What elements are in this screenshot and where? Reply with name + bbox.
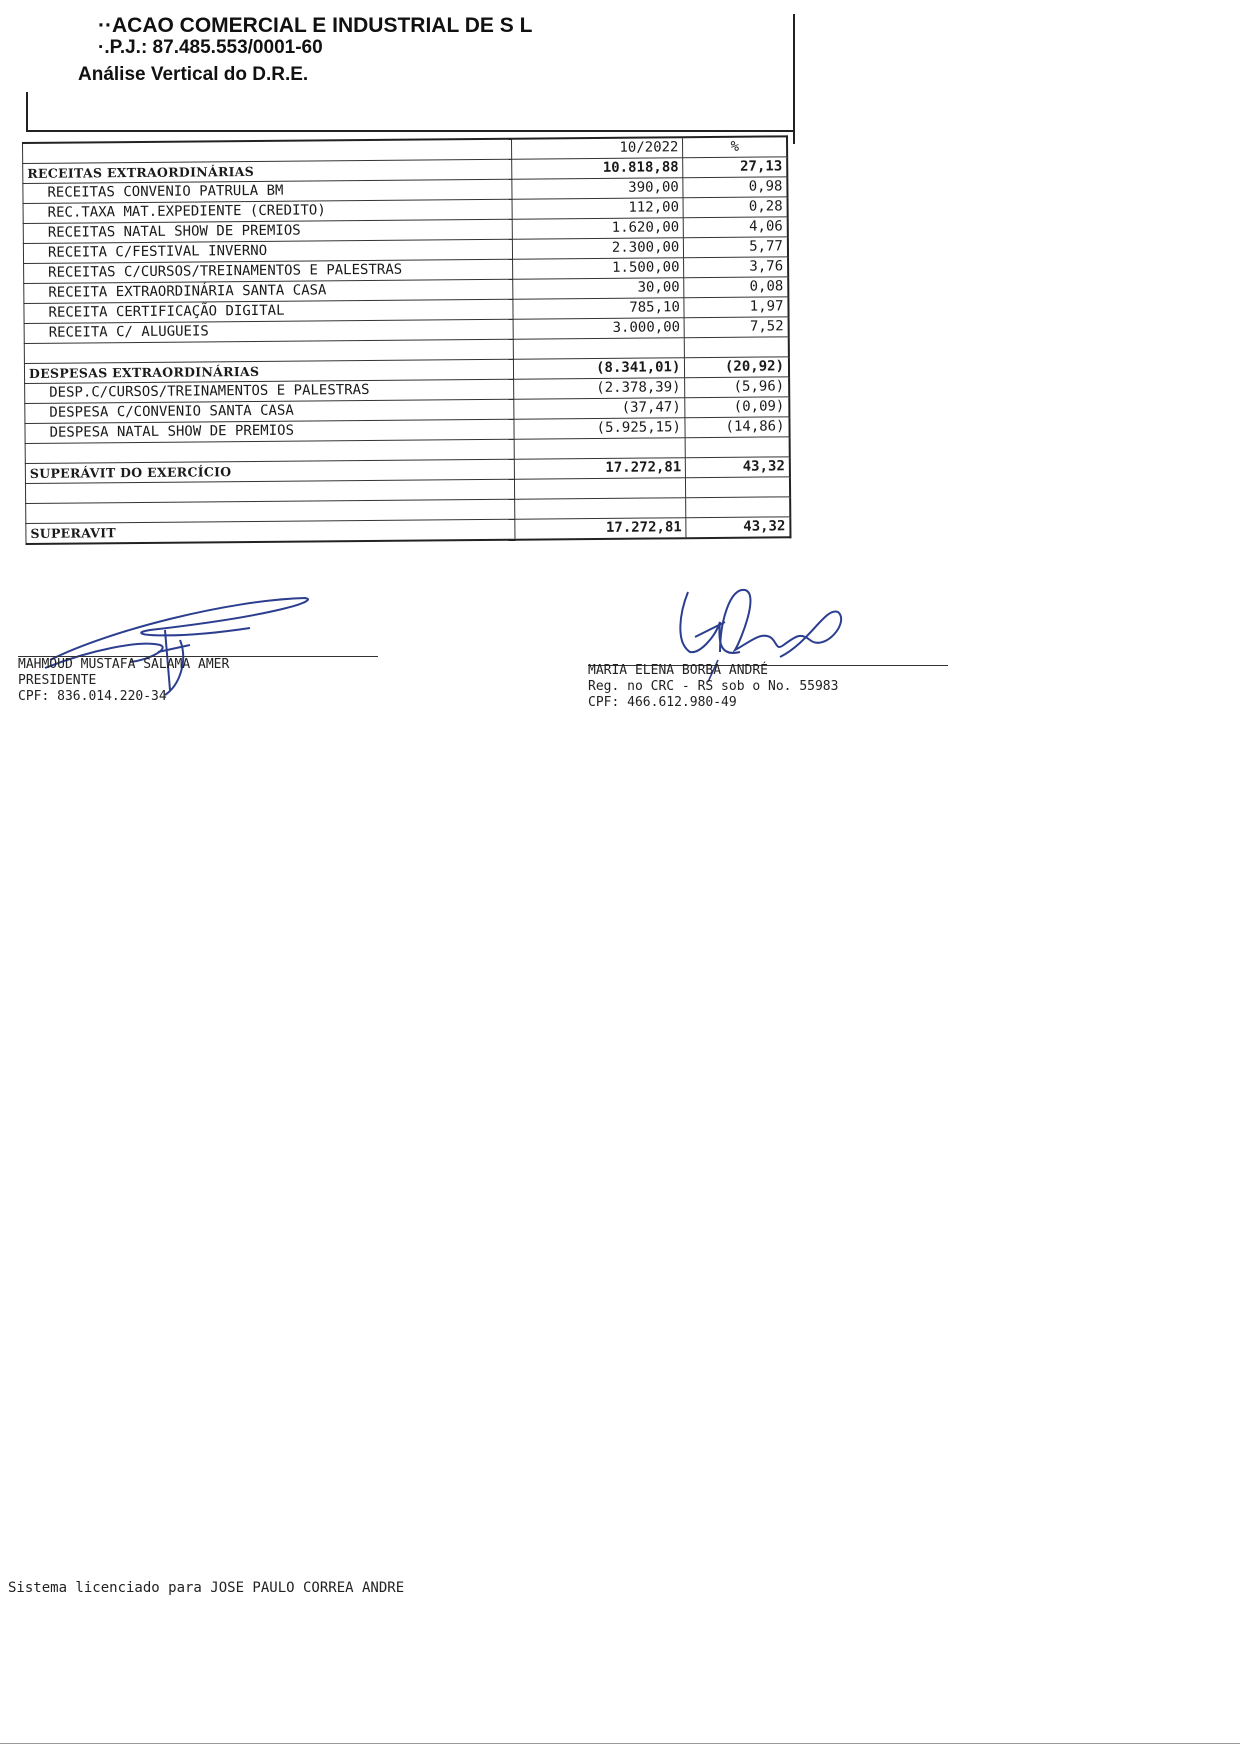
signer-cpf: CPF: 466.612.980-49 xyxy=(588,695,737,710)
row-value: (2.378,39) xyxy=(513,378,685,399)
accountant-signature-block xyxy=(588,663,838,711)
row-label: RECEITA EXTRAORDINÁRIA SANTA CASA xyxy=(24,279,513,303)
section-percent: (20,92) xyxy=(685,357,789,378)
row-percent: 4,06 xyxy=(684,217,788,238)
section-label: SUPERÁVIT DO EXERCÍCIO xyxy=(25,459,514,483)
row-label: DESP.C/CURSOS/TREINAMENTOS E PALESTRAS xyxy=(25,379,514,403)
frame-left-border xyxy=(26,92,28,130)
row-percent: (0,09) xyxy=(685,397,789,418)
signer-registration: Reg. no CRC - RS sob o No. 55983 xyxy=(588,679,839,694)
signer-name: MAHMOUD MUSTAFA SALAMA AMER xyxy=(18,657,230,672)
section-value: 17.272,81 xyxy=(515,518,687,540)
row-percent: 3,76 xyxy=(684,257,788,278)
row-percent: (5,96) xyxy=(685,377,789,398)
section-value: (8.341,01) xyxy=(513,358,685,379)
row-percent: (14,86) xyxy=(685,417,789,438)
signer-name: MARIA ELENA BORBA ANDRÉ xyxy=(588,663,769,678)
section-value: 17.272,81 xyxy=(514,458,686,479)
row-value: 30,00 xyxy=(513,278,685,299)
row-value: (5.925,15) xyxy=(514,418,686,439)
row-label: RECEITA C/FESTIVAL INVERNO xyxy=(23,239,512,263)
row-value: 112,00 xyxy=(512,198,684,219)
row-percent: 1,97 xyxy=(684,297,788,318)
license-footer: Sistema licenciado para JOSE PAULO CORREA ANDRE xyxy=(8,1580,405,1596)
row-percent: 0,28 xyxy=(683,197,787,218)
row-percent: 0,98 xyxy=(683,177,787,198)
row-label: RECEITAS C/CURSOS/TREINAMENTOS E PALESTRAS xyxy=(24,259,513,283)
section-percent: 27,13 xyxy=(683,157,787,178)
frame-right-border xyxy=(793,14,795,144)
company-name: ··ACAO COMERCIAL E INDUSTRIAL DE S L xyxy=(98,14,533,37)
row-label: DESPESA NATAL SHOW DE PREMIOS xyxy=(25,419,514,443)
section-label: SUPERAVIT xyxy=(26,519,515,544)
section-percent: 43,32 xyxy=(686,517,790,538)
row-label: RECEITA CERTIFICAÇÃO DIGITAL xyxy=(24,299,513,323)
row-percent: 7,52 xyxy=(684,317,788,338)
signer-role: PRESIDENTE xyxy=(18,673,97,688)
row-value: 1.500,00 xyxy=(512,258,684,279)
row-label: RECEITAS NATAL SHOW DE PREMIOS xyxy=(23,219,512,243)
row-label: RECEITAS CONVENIO PATRULA BM xyxy=(23,179,512,203)
row-percent: 5,77 xyxy=(684,237,788,258)
row-label: DESPESA C/CONVENIO SANTA CASA xyxy=(25,399,514,423)
signer-cpf: CPF: 836.014.220-34 xyxy=(18,689,167,704)
row-value: 390,00 xyxy=(512,178,684,199)
section-label: DESPESAS EXTRAORDINÁRIAS xyxy=(24,359,513,383)
section-percent: 43,32 xyxy=(686,457,790,478)
row-value: 2.300,00 xyxy=(512,238,684,259)
section-value: 10.818,88 xyxy=(512,158,684,179)
percent-header: % xyxy=(683,136,787,157)
row-value: 1.620,00 xyxy=(512,218,684,239)
page-bottom-rule xyxy=(0,1743,1240,1744)
row-value: 785,10 xyxy=(513,298,685,319)
cnpj-line: ·.P.J.: 87.485.553/0001-60 xyxy=(98,37,323,58)
row-value: 3.000,00 xyxy=(513,318,685,339)
section-label: RECEITAS EXTRAORDINÁRIAS xyxy=(23,159,512,183)
document-title: Análise Vertical do D.R.E. xyxy=(78,64,309,85)
row-label: RECEITA C/ ALUGUEIS xyxy=(24,319,513,343)
row-percent: 0,08 xyxy=(684,277,788,298)
president-signature-block xyxy=(18,657,229,705)
period-header: 10/2022 xyxy=(511,137,683,159)
row-label: REC.TAXA MAT.EXPEDIENTE (CREDITO) xyxy=(23,199,512,223)
dre-table xyxy=(22,135,791,545)
frame-top-border xyxy=(26,130,794,132)
row-value: (37,47) xyxy=(514,398,686,419)
